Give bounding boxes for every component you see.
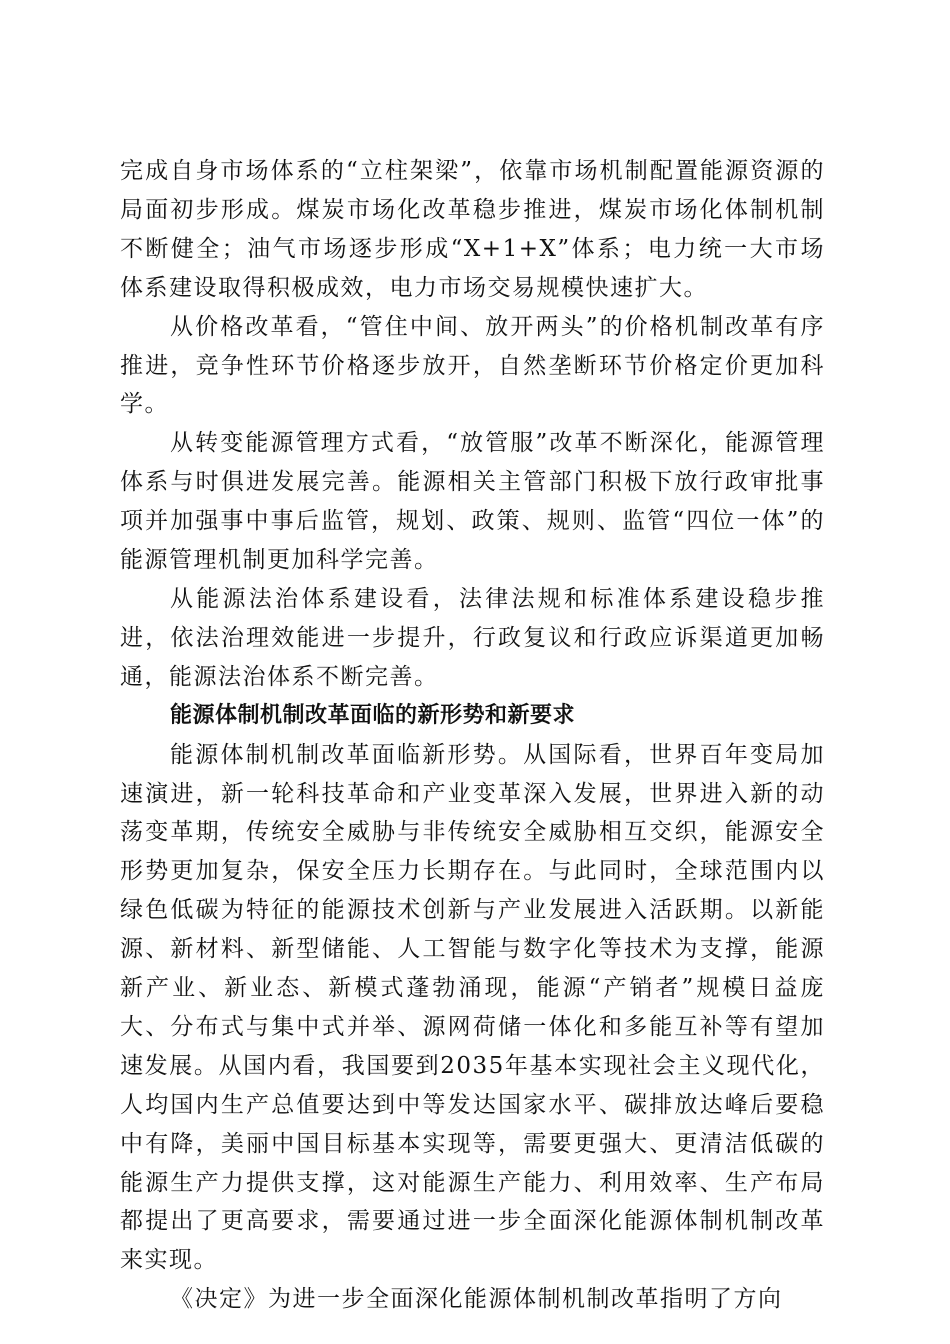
- paragraph-price-reform: 从价格改革看，“管住中间、放开两头”的价格机制改革有序推进，竞争性环节价格逐步放开，自然垄断环节价格定价更加科学。: [120, 313, 825, 418]
- paragraph-rule-of-law: 从能源法治体系建设看，法律法规和标准体系建设稳步推进，依法治理效能进一步提升，行政复议和行政应诉渠道更加畅通，能源法治体系不断完善。: [120, 585, 825, 690]
- paragraph-new-situation: 能源体制机制改革面临新形势。从国际看，世界百年变局加速演进，新一轮科技革命和产业变革深入发展，世界进入新的动荡变革期，传统安全威胁与非传统安全威胁相互交织，能源安全形势更加复杂，保安全压力长期存在。与此同时，全球范围内以绿色低碳为特征的能源技术创新与产业发展进入活跃期。以新能源、新材料、新型储能、人工智能与数字化等技术为支撑，能源新产业、新业态、新模式蓬勃涌现，能源“产销者”规模日益庞大、分布式与集中式并举、源网荷储一体化和多能互补等有望加速发展。从国内看，我国要到2035年基本实现社会主义现代化，人均国内生产总值要达到中等发达国家水平、碳排放达峰后要稳中有降，美丽中国目标基本实现等，需要更强大、更清洁低碳的能源生产力提供支撑，这对能源生产能力、利用效率、生产布局都提出了更高要求，需要通过进一步全面深化能源体制机制改革来实现。: [120, 741, 825, 1274]
- paragraph-decision: 《决定》为进一步全面深化能源体制机制改革指明了方向: [170, 1286, 783, 1313]
- section-heading: 能源体制机制改革面临的新形势和新要求: [170, 702, 576, 728]
- paragraph-market-system: 完成自身市场体系的“立柱架梁”，依靠市场机制配置能源资源的局面初步形成。煤炭市场化改革稳步推进，煤炭市场化体制机制不断健全；油气市场逐步形成“X+1+X”体系；电力统一大市场体系建设取得积极成效，电力市场交易规模快速扩大。: [120, 158, 825, 301]
- document-page: [120, 152, 825, 1319]
- paragraph-management-reform: 从转变能源管理方式看，“放管服”改革不断深化，能源管理体系与时俱进发展完善。能源相关主管部门积极下放行政审批事项并加强事中事后监管，规划、政策、规则、监管“四位一体”的能源管理机制更加科学完善。: [120, 430, 825, 574]
